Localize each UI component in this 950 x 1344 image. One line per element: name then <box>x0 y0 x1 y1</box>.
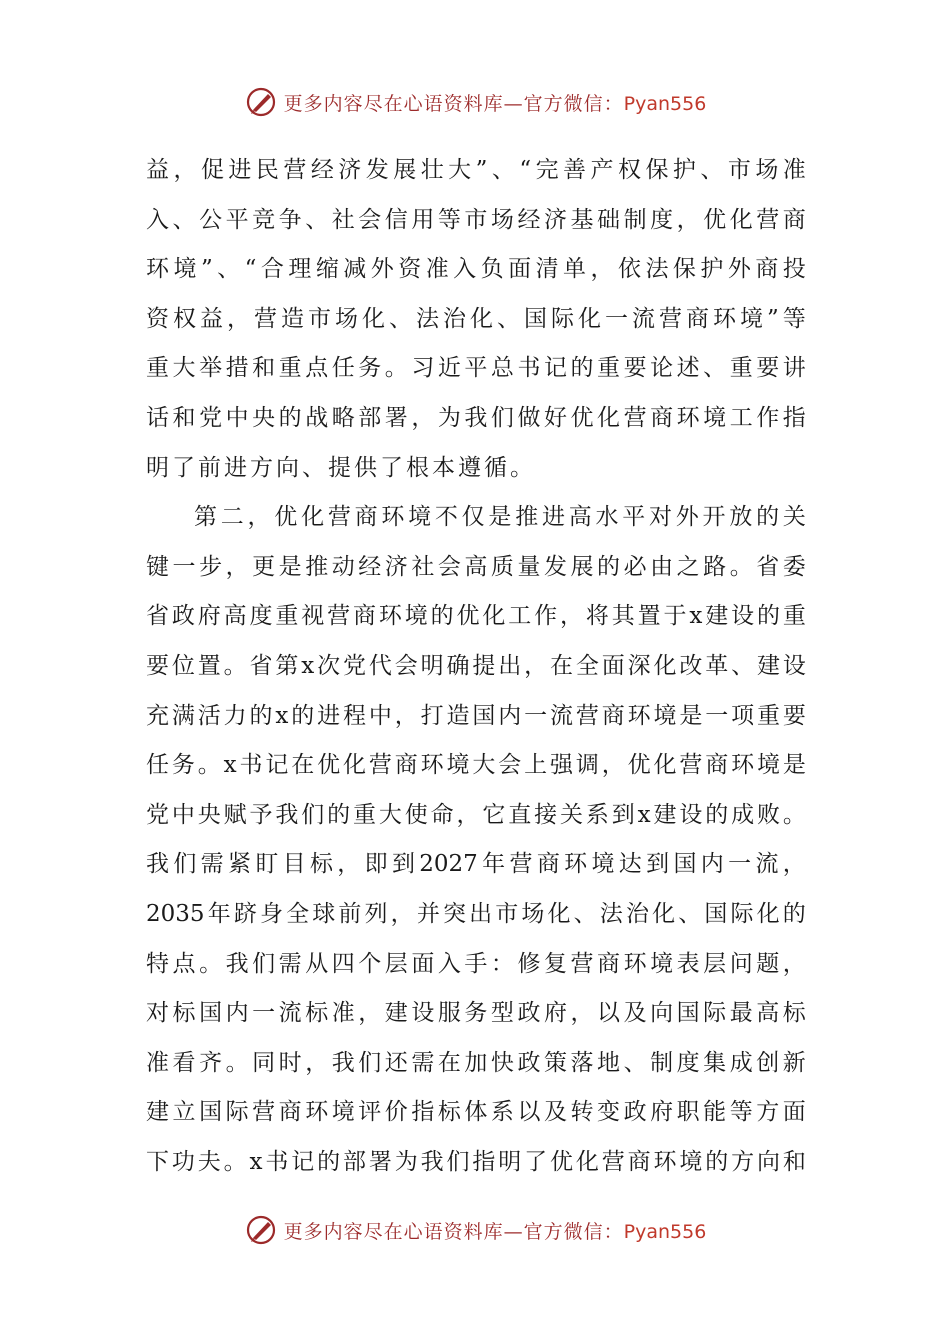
text-line: 重 大 举 措 和 重 点 任 务 。 习 近 平 总 书 记 的 重 要 论 述 、 重 要 讲 <box>146 355 806 382</box>
text-line: 键 一 步 ， 更 是 推 动 经 济 社 会 高 质 量 发 展 的 必 由 之 路 。 省 委 <box>146 553 806 580</box>
text-line: 我 们 需 紧 盯 目 标 ， 即 到 2027 年 营 商 环 境 达 到 国 内 一 流 ， <box>146 851 806 878</box>
text-line: 2035 年 跻 身 全 球 前 列 ， 并 突 出 市 场 化 、 法 治 化 、 国 际 化 的 <box>146 900 806 927</box>
banner-text <box>284 1217 707 1244</box>
document-body <box>146 146 806 1187</box>
pen-logo-icon <box>244 1213 278 1247</box>
text-line: 建 立 国 际 营 商 环 境 评 价 指 标 体 系 以 及 转 变 政 府 职 能 等 方 面 <box>146 1099 806 1126</box>
text-line: 入 、 公 平 竞 争 、 社 会 信 用 等 市 场 经 济 基 础 制 度 ， 优 化 营 商 <box>146 206 806 233</box>
footer-watermark-banner <box>0 1208 950 1252</box>
text-line: 充 满 活 力 的 x 的 进 程 中 ， 打 造 国 内 一 流 营 商 环 境 是 一 项 重 要 <box>146 702 806 729</box>
paragraph-start-line: 第 二 ， 优 化 营 商 环 境 不 仅 是 推 进 高 水 平 对 外 开 放 的 关 <box>194 504 806 531</box>
text-line: 话 和 党 中 央 的 战 略 部 署 ， 为 我 们 做 好 优 化 营 商 环 境 工 作 指 <box>146 404 806 431</box>
text-line: 对 标 国 内 一 流 标 准 ， 建 设 服 务 型 政 府 ， 以 及 向 国 际 最 高 标 <box>146 1000 806 1027</box>
text-line: 任 务 。 x 书 记 在 优 化 营 商 环 境 大 会 上 强 调 ， 优 化 营 商 环 境 是 <box>146 752 806 779</box>
text-line: 下 功 夫 。 x 书 记 的 部 署 为 我 们 指 明 了 优 化 营 商 环 境 的 方 向 和 <box>146 1148 806 1175</box>
banner-caption: 更多内容尽在心语资料库—官方微信： <box>283 1220 624 1243</box>
pen-logo-icon <box>244 85 278 119</box>
text-line: 省 政 府 高 度 重 视 营 商 环 境 的 优 化 工 作 ， 将 其 置 于 x 建 设 的 重 <box>146 603 806 630</box>
text-line: 资 权 益 ， 营 造 市 场 化 、 法 治 化 、 国 际 化 一 流 营 商 环 境 ” 等 <box>146 305 806 332</box>
wechat-id: Pyan556 <box>623 1220 707 1243</box>
text-line: 准 看 齐 。 同 时 ， 我 们 还 需 在 加 快 政 策 落 地 、 制 度 集 成 创 新 <box>146 1049 806 1076</box>
wechat-id: Pyan556 <box>623 92 707 115</box>
text-line: 要 位 置 。 省 第 x 次 党 代 会 明 确 提 出 ， 在 全 面 深 化 改 革 、 建 设 <box>146 652 806 679</box>
text-line: 党 中 央 赋 予 我 们 的 重 大 使 命 ， 它 直 接 关 系 到 x 建 设 的 成 败 。 <box>146 801 806 828</box>
banner-text <box>284 89 707 116</box>
text-line: 环 境 ” 、 “ 合 理 缩 减 外 资 准 入 负 面 清 单 ， 依 法 保 护 外 商 投 <box>146 256 806 283</box>
banner-caption: 更多内容尽在心语资料库—官方微信： <box>283 92 624 115</box>
header-watermark-banner <box>0 80 950 124</box>
text-line: 益 ， 促 进 民 营 经 济 发 展 壮 大 ” 、 “ 完 善 产 权 保 护 、 市 场 准 <box>146 157 806 183</box>
text-line: 特 点 。 我 们 需 从 四 个 层 面 入 手 ： 修 复 营 商 环 境 表 层 问 题 ， <box>146 950 806 977</box>
text-line: 明了前进方向、提供了根本遵循。 <box>146 454 536 481</box>
